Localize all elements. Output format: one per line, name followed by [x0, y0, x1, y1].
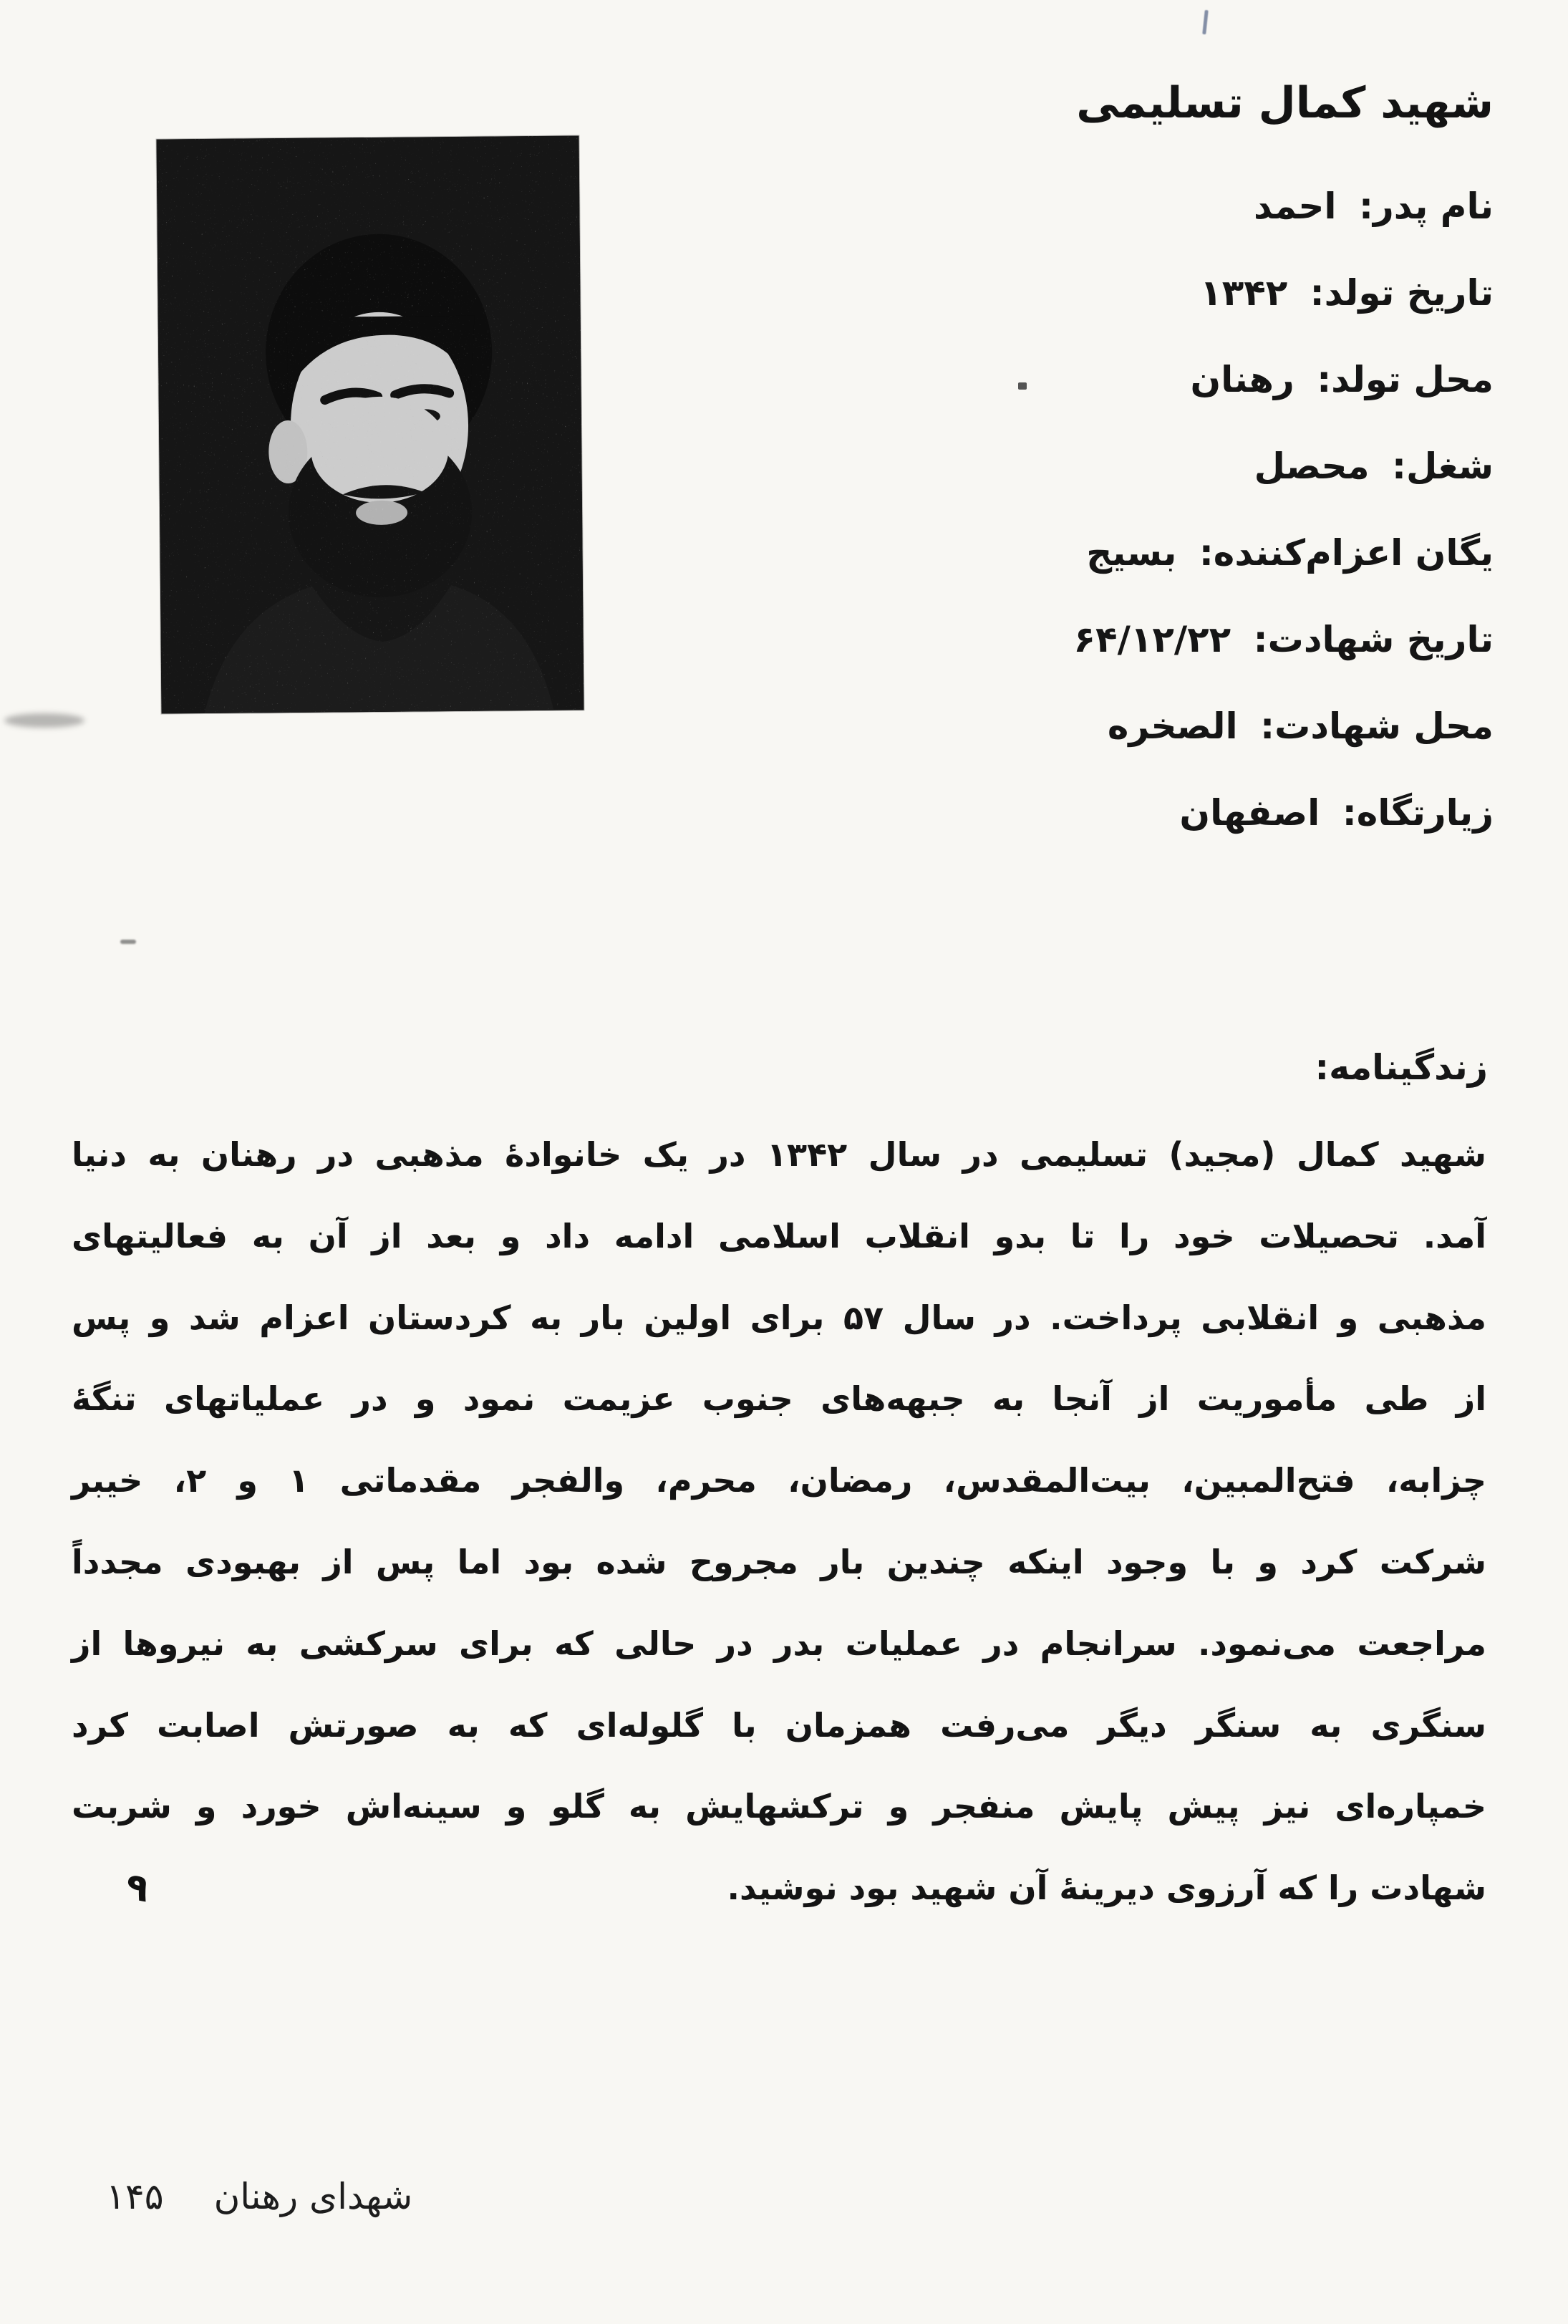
field-dispatch-unit	[949, 510, 1494, 597]
field-label: محل تولد:	[1317, 359, 1494, 400]
biography-line: خمپاره‌ای نیز پیش پایش منفجر و ترکشهایش به گلو و سینه‌اش خورد و شربت	[72, 1787, 1486, 1826]
book-title: شهدای رهنان	[213, 2176, 413, 2217]
field-martyrdom-place	[949, 683, 1494, 770]
field-value: ۶۴/۱۲/۲۲	[1073, 619, 1231, 660]
biography-line: از طی مأموریت از آنجا به جبهه‌های جنوب عزیمت نمود و در عملیاتهای تنگۀ	[72, 1379, 1486, 1419]
field-value: الصخره	[1107, 705, 1238, 747]
biography-heading: زندگینامه:	[1315, 1047, 1488, 1088]
field-label: تاریخ تولد:	[1310, 272, 1494, 314]
page-number: ۱۴۵	[106, 2176, 164, 2217]
scan-smudge-artifact	[4, 713, 84, 728]
field-label: یگان اعزام‌کننده:	[1199, 532, 1494, 574]
field-label: نام پدر:	[1358, 185, 1494, 227]
field-birth-place	[949, 337, 1494, 423]
field-label: محل شهادت:	[1260, 705, 1494, 747]
field-value: احمد	[1253, 185, 1337, 227]
field-value: بسیج	[1086, 532, 1177, 574]
field-shrine	[949, 770, 1494, 857]
biography-line: شهادت را که آرزوی دیرینۀ آن شهید بود نوشید.	[727, 1869, 1486, 1908]
field-value: اصفهان	[1179, 792, 1320, 834]
biography-line: مذهبی و انقلابی پرداخت. در سال ۵۷ برای اولین بار به کردستان اعزام شد و پس	[72, 1298, 1486, 1337]
biography-line: مراجعت می‌نمود. سرانجام در عملیات بدر در حالی که برای سرکشی به نیروها از	[72, 1624, 1486, 1663]
field-occupation	[949, 423, 1494, 510]
biography-line: شرکت کرد و با وجود اینکه چندین بار مجروح شده بود اما پس از بهبودی مجدداً	[72, 1542, 1486, 1581]
biography-line: سنگری به سنگر دیگر می‌رفت همزمان با گلوله‌ای که به صورتش اصابت کرد	[72, 1705, 1486, 1745]
pen-mark-artifact: ۹	[122, 1864, 153, 1911]
profile-block	[949, 70, 1494, 857]
biography-line: آمد. تحصیلات خود را تا بدو انقلاب اسلامی ادامه داد و بعد از آن به فعالیتهای	[72, 1216, 1486, 1255]
dash-artifact	[120, 940, 136, 944]
field-value: رهنان	[1190, 359, 1294, 400]
biography-line: شهید کمال (مجید) تسلیمی در سال ۱۳۴۲ در یک خانوادۀ مذهبی در رهنان به دنیا	[72, 1135, 1487, 1174]
field-value: ۱۳۴۲	[1200, 272, 1288, 314]
martyr-name-title: شهید کمال تسلیمی	[1076, 78, 1494, 128]
field-value: محصل	[1254, 445, 1370, 487]
photo-grain-dark	[157, 135, 584, 713]
martyr-portrait-photo	[157, 135, 584, 713]
page-footer	[106, 2176, 412, 2217]
biography-paragraph	[72, 1114, 1486, 1929]
dot-artifact	[1018, 382, 1027, 390]
field-label: زیارتگاه:	[1342, 792, 1494, 834]
field-birth-date	[949, 250, 1494, 337]
biography-line: چزابه، فتح‌المبین، بیت‌المقدس، رمضان، محرم، والفجر مقدماتی ۱ و ۲، خیبر	[72, 1461, 1487, 1500]
field-martyrdom-date	[949, 597, 1494, 683]
field-father-name	[949, 163, 1494, 250]
field-label: تاریخ شهادت:	[1253, 619, 1494, 660]
blue-ink-artifact	[1202, 10, 1209, 34]
field-label: شغل:	[1391, 445, 1494, 487]
portrait-illustration	[157, 135, 584, 713]
